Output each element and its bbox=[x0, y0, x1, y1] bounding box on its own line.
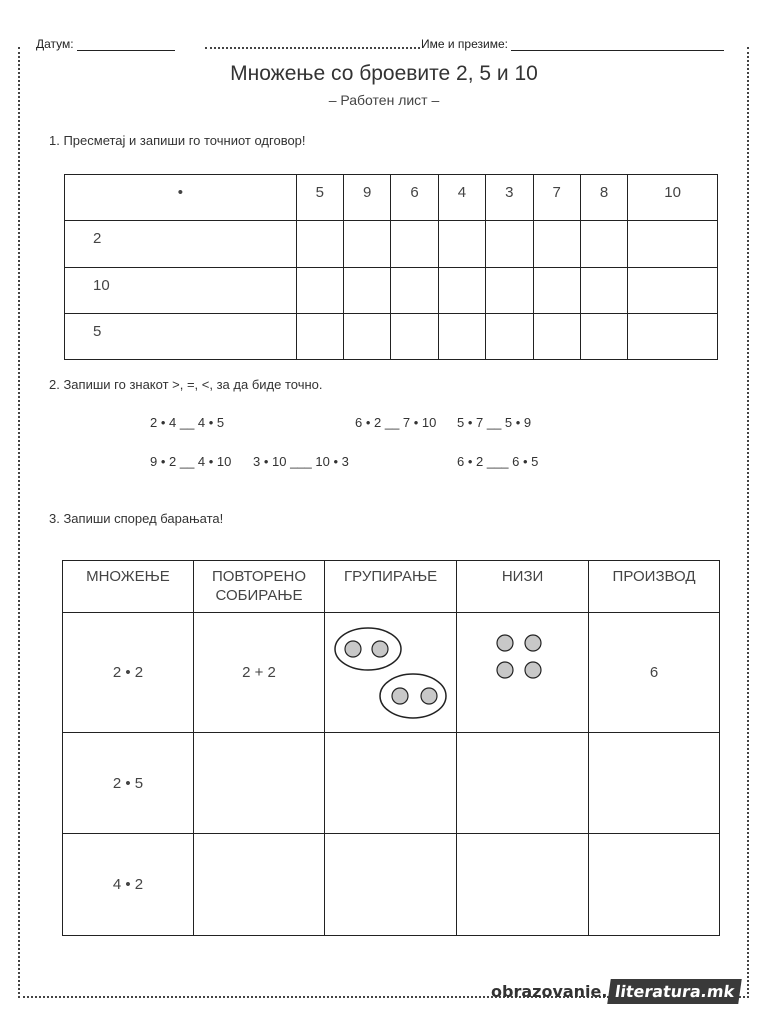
task3-instruction: 3. Запиши според барањата! bbox=[49, 511, 224, 526]
column-header: МНОЖЕЊЕ bbox=[63, 561, 194, 613]
multiplication-cell: 2 • 5 bbox=[63, 733, 194, 834]
multiplication-cell: 2 • 2 bbox=[63, 613, 194, 733]
footer-logo bbox=[491, 977, 741, 1005]
comparison-item: 2 • 4 __ 4 • 5 bbox=[150, 415, 225, 430]
dot bbox=[525, 635, 541, 651]
answer-cell[interactable] bbox=[391, 313, 438, 359]
product-cell: 6 bbox=[589, 613, 720, 733]
table-row bbox=[65, 313, 718, 359]
column-header: ГРУПИРАЊЕ bbox=[325, 561, 457, 613]
task1-instruction: 1. Пресметај и запиши го точниот одговор! bbox=[49, 133, 306, 148]
answer-cell[interactable] bbox=[533, 313, 580, 359]
answer-cell[interactable] bbox=[486, 221, 533, 267]
name-line bbox=[511, 50, 724, 51]
answer-cell[interactable] bbox=[589, 733, 720, 834]
corner-cell: • bbox=[65, 175, 297, 221]
answer-cell[interactable] bbox=[438, 221, 485, 267]
dot bbox=[345, 641, 361, 657]
answer-cell[interactable] bbox=[325, 733, 457, 834]
comparison-item: 9 • 2 __ 4 • 10 bbox=[150, 454, 232, 469]
row-header: 2 bbox=[65, 221, 297, 267]
table-header-row bbox=[65, 175, 718, 221]
column-header: 4 bbox=[438, 175, 485, 221]
answer-cell[interactable] bbox=[486, 267, 533, 313]
column-header: НИЗИ bbox=[457, 561, 589, 613]
column-header: ПРОИЗВОД bbox=[589, 561, 720, 613]
dot bbox=[372, 641, 388, 657]
column-header: 3 bbox=[486, 175, 533, 221]
table-header-row bbox=[63, 561, 720, 613]
column-header: 10 bbox=[628, 175, 718, 221]
multiplication-table bbox=[64, 174, 718, 360]
column-header: 6 bbox=[391, 175, 438, 221]
answer-cell[interactable] bbox=[193, 733, 324, 834]
answer-cell[interactable] bbox=[628, 221, 718, 267]
answer-cell[interactable] bbox=[344, 267, 391, 313]
column-header: 9 bbox=[344, 175, 391, 221]
row-header: 5 bbox=[65, 313, 297, 359]
column-header: 5 bbox=[296, 175, 343, 221]
logo-text-part2: literatura.mk bbox=[608, 979, 743, 1004]
comparison-item: 6 • 2 ___ 6 • 5 bbox=[457, 454, 539, 469]
answer-cell[interactable] bbox=[533, 267, 580, 313]
representation-table bbox=[62, 560, 720, 936]
page-title: Множење со броевите 2, 5 и 10 bbox=[230, 62, 538, 85]
answer-cell[interactable] bbox=[391, 267, 438, 313]
grouping-cell bbox=[325, 613, 457, 733]
task2-instruction: 2. Запиши го знакот >, =, <, за да биде точно. bbox=[49, 377, 323, 392]
row-header: 10 bbox=[65, 267, 297, 313]
answer-cell[interactable] bbox=[193, 834, 324, 936]
answer-cell[interactable] bbox=[589, 834, 720, 936]
dot bbox=[392, 688, 408, 704]
logo-text-part1: obrazovanie. bbox=[491, 981, 608, 1001]
answer-cell[interactable] bbox=[457, 834, 589, 936]
name-label: Име и презиме: bbox=[421, 37, 508, 51]
answer-cell[interactable] bbox=[325, 834, 457, 936]
answer-cell[interactable] bbox=[296, 267, 343, 313]
answer-cell[interactable] bbox=[391, 221, 438, 267]
answer-cell[interactable] bbox=[296, 313, 343, 359]
answer-cell[interactable] bbox=[296, 221, 343, 267]
dot bbox=[421, 688, 437, 704]
answer-cell[interactable] bbox=[344, 313, 391, 359]
top-dotted-divider bbox=[205, 47, 420, 49]
comparison-item: 5 • 7 __ 5 • 9 bbox=[457, 415, 532, 430]
answer-cell[interactable] bbox=[486, 313, 533, 359]
name-field bbox=[421, 37, 724, 51]
dot bbox=[497, 635, 513, 651]
answer-cell[interactable] bbox=[580, 221, 627, 267]
answer-cell[interactable] bbox=[457, 733, 589, 834]
comparison-item: 3 • 10 ___ 10 • 3 bbox=[253, 454, 349, 469]
answer-cell[interactable] bbox=[533, 221, 580, 267]
answer-cell[interactable] bbox=[438, 313, 485, 359]
date-field bbox=[36, 37, 175, 51]
answer-cell[interactable] bbox=[344, 221, 391, 267]
table-row bbox=[63, 834, 720, 936]
answer-cell[interactable] bbox=[580, 313, 627, 359]
multiplication-cell: 4 • 2 bbox=[63, 834, 194, 936]
table-row bbox=[63, 733, 720, 834]
column-header: 8 bbox=[580, 175, 627, 221]
comparison-item: 6 • 2 __ 7 • 10 bbox=[355, 415, 437, 430]
column-header: ПОВТОРЕНО СОБИРАЊЕ bbox=[193, 561, 324, 613]
page-subtitle: – Работен лист – bbox=[328, 92, 440, 108]
repeated-addition-cell: 2 + 2 bbox=[193, 613, 324, 733]
column-header: 7 bbox=[533, 175, 580, 221]
date-line bbox=[77, 50, 175, 51]
table-row bbox=[65, 267, 718, 313]
table-row bbox=[63, 613, 720, 733]
dot bbox=[525, 662, 541, 678]
table-row bbox=[65, 221, 718, 267]
array-illustration bbox=[457, 614, 588, 732]
arrays-cell bbox=[457, 613, 589, 733]
answer-cell[interactable] bbox=[438, 267, 485, 313]
answer-cell[interactable] bbox=[628, 313, 718, 359]
answer-cell[interactable] bbox=[580, 267, 627, 313]
dot bbox=[497, 662, 513, 678]
date-label: Датум: bbox=[36, 37, 74, 51]
answer-cell[interactable] bbox=[628, 267, 718, 313]
grouping-illustration bbox=[325, 614, 456, 732]
